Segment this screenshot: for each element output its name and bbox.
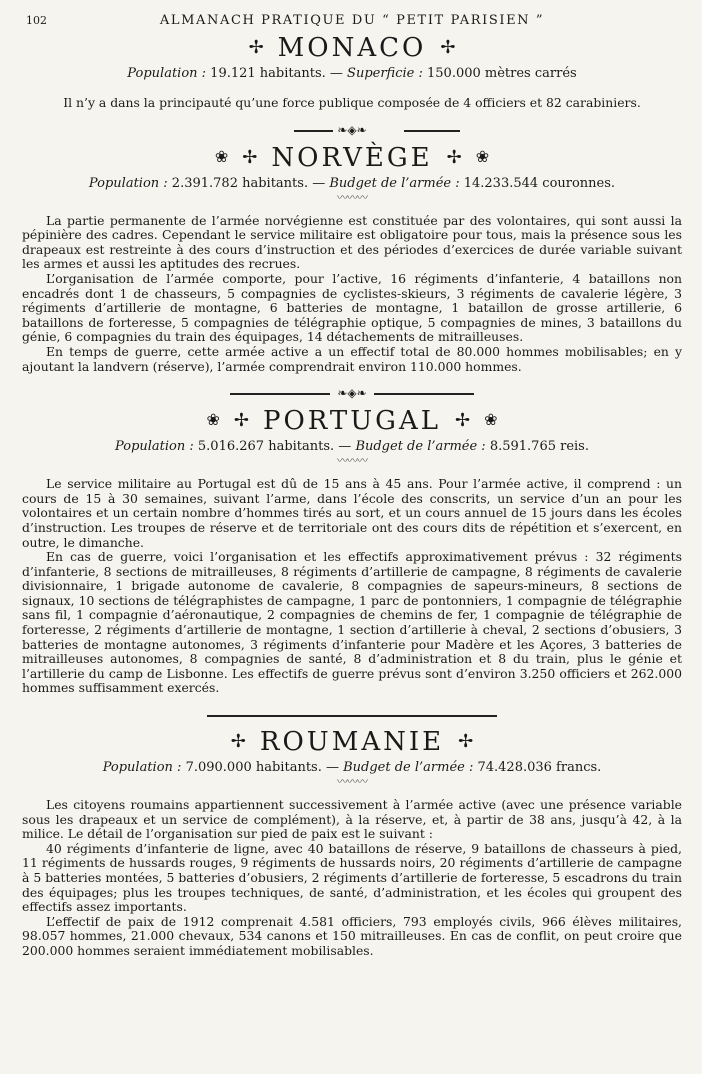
stats-value: 74.428.036 francs.	[473, 760, 602, 776]
wavy-rule-icon: 〰〰〰	[337, 775, 367, 789]
paragraph: En cas de guerre, voici l’organisation et les effectifs approximativement prévus : 32 régiments d’infanterie, 8 sections de mitrailleuses, 8 régiments d’artillerie de campagne, 8 régiments de cavalerie divisionnaire, 1 brigade autonome de cavalerie, 8 compagnies de sapeurs-mineurs, 8 sections de signaux, 10 sections de télégraphistes de campagne, 1 parc de pontonniers, 1 compagnie de télégraphie sans fil, 1 compagnie d’aéronautique, 2 compagnies de chemins de fer, 1 compagnie de télégraphie de forteresse, 2 régiments d’artillerie de montagne, 1 section d’artillerie à cheval, 2 sections d’obusiers, 3 batteries de montagne autonomes, 3 régiments d’infanterie pour Madère et les Açores, 3 batteries de mitrailleuses autonomes, 8 compagnies de santé, 8 d’administration et 8 du train, plus le génie et l’artillerie du camp de Lisbonne. Les effectifs de guerre prévus sont d’environ 3.250 officiers et 262.000 hommes suffisamment exercés.	[22, 549, 682, 696]
wavy-rule-icon: 〰〰〰	[337, 454, 367, 468]
flourish-ornament-icon: ❀	[214, 146, 229, 166]
section-monaco	[22, 32, 682, 111]
cross-ornament-icon: ✢	[458, 731, 474, 753]
running-head	[22, 10, 682, 32]
paragraph: La partie permanente de l’armée norvégienne est constituée par des volontaires, qui sont aussi la pépinière des cadres. Cependant le service militaire est obligatoire pour tous, mais la présence sous les drapeaux est restreinte à des cours d’instruction et des périodes d’exercices de durée variable suivant les armes et aussi les aptitudes des recrues.	[22, 212, 682, 272]
cross-ornament-icon: ✢	[230, 731, 246, 753]
paragraph: Les citoyens roumains appartiennent successivement à l’armée active (avec une présence variable sous les drapeaux et un service de complément), à la réserve, et, à partir de 38 ans, jusqu’à 42, à la milice. Le détail de l’organisation sur pied de paix est le suivant :	[22, 797, 682, 842]
cross-ornament-icon: ✢	[446, 146, 462, 168]
flourish-ornament-icon: ❀	[475, 146, 490, 166]
stats-line-monaco	[22, 66, 682, 82]
cross-ornament-icon: ✢	[233, 410, 249, 432]
section-divider	[22, 706, 682, 726]
stats-label: Superficie :	[347, 66, 423, 81]
stats-value: 19.121 habitants. —	[206, 66, 348, 81]
stats-line-portugal	[22, 439, 682, 455]
stats-label: Budget de l’armée :	[329, 175, 460, 191]
country-title-portugal	[22, 404, 682, 437]
stats-line-roumanie	[22, 760, 682, 776]
country-title-monaco	[22, 32, 682, 64]
stats-value: 14.233.544 couronnes.	[459, 175, 616, 191]
stats-label: Budget de l’armée :	[355, 439, 486, 455]
stats-label: Population :	[115, 439, 194, 455]
stats-value: 5.016.267 habitants. —	[193, 439, 356, 455]
section-divider	[22, 121, 682, 141]
stats-label: Budget de l’armée :	[343, 760, 474, 776]
paragraph: L’effectif de paix de 1912 comprenait 4.581 officiers, 793 employés civils, 966 élèves militaires, 98.057 hommes, 21.000 chevaux, 534 canons et 150 mitrailleuses. En cas de conflit, on peut croire que 200.000 hommes seraient immédiatement mobilisables.	[22, 913, 682, 958]
stats-value: 8.591.765 reis.	[485, 439, 589, 455]
country-name: PORTUGAL	[263, 406, 441, 437]
divider-flourish-icon: ❧◈❧	[333, 386, 370, 400]
country-name: NORVÈGE	[271, 142, 433, 173]
country-name: MONACO	[277, 33, 427, 63]
cross-ornament-icon: ✢	[455, 410, 471, 432]
stats-value: 2.391.782 habitants. —	[167, 175, 330, 191]
wavy-rule-icon: 〰〰〰	[337, 190, 367, 204]
paragraph: 40 régiments d’infanterie de ligne, avec 40 bataillons de réserve, 9 bataillons de chasseurs à pied, 11 régiments de hussards rouges, 9 régiments de hussards noirs, 20 régiments d’artillerie de campagne à 5 batteries montées, 5 batteries d’obusiers, 2 régiments d’artillerie de forteresse, 5 escadrons du train des équipages; plus les troupes techniques, de santé, d’administration, et les écoles qui groupent des effectifs assez importants.	[22, 840, 682, 915]
stats-label: Population :	[88, 175, 168, 191]
running-title: ALMANACH PRATIQUE DU “ PETIT PARISIEN ”	[159, 13, 545, 28]
paragraph: Le service militaire au Portugal est dû de 15 ans à 45 ans. Pour l’armée active, il comprend : un cours de 15 à 30 semaines, suivant l’arme, dans l’école des conscrits, un service d’un an pour les volontaires et un certain nombre d’hommes tirés au sort, et un cours annuel de 15 jours dans les écoles d’instruction. Les troupes de réserve et de territoriale ont des cours dits de répétition et s’exercent, en outre, le dimanche.	[22, 476, 682, 550]
stats-label: Population :	[102, 760, 182, 776]
paragraph: L’organisation de l’armée comporte, pour l’active, 16 régiments d’infanterie, 4 bataillons non encadrés dont 1 de chasseurs, 5 compagnies de cyclistes-skieurs, 3 régiments de cavalerie légère, 3 régiments d’artillerie de montagne, 6 batteries de montagne, 1 bataillon de grosse artillerie, 6 bataillons de forteresse, 5 compagnies de télégraphie optique, 5 compagnies de mines, 3 bataillons du génie, 6 compagnies du train des équipages, 14 détachements de mitrailleuses.	[22, 270, 682, 345]
stats-value: 7.090.000 habitants. —	[181, 760, 344, 776]
page-number: 102	[26, 14, 47, 27]
cross-ornament-icon: ✢	[242, 146, 258, 168]
section-roumanie	[22, 726, 682, 959]
stats-label: Population :	[127, 66, 207, 81]
stats-value: 150.000 mètres carrés	[422, 66, 577, 81]
country-name: ROUMANIE	[259, 727, 445, 758]
flourish-ornament-icon: ❀	[206, 410, 220, 430]
paragraph: En temps de guerre, cette armée active a un effectif total de 80.000 hommes mobilisables; en y ajoutant la landvern (réserve), l’armée comprendrait environ 110.000 hommes.	[22, 343, 682, 374]
cross-ornament-icon: ✢	[248, 37, 264, 58]
cross-ornament-icon: ✢	[440, 37, 456, 58]
section-portugal	[22, 404, 682, 696]
section-norvege	[22, 141, 682, 375]
country-title-norvege	[22, 141, 682, 174]
flourish-ornament-icon: ❀	[484, 410, 498, 430]
country-title-roumanie	[22, 726, 682, 758]
page	[22, 10, 682, 959]
section-divider	[22, 384, 682, 404]
paragraph: Il n’y a dans la principauté qu’une force publique composée de 4 officiers et 82 carabiniers.	[63, 95, 641, 110]
stats-line-norvege	[22, 176, 682, 192]
divider-flourish-icon: ❧◈❧	[333, 123, 370, 137]
